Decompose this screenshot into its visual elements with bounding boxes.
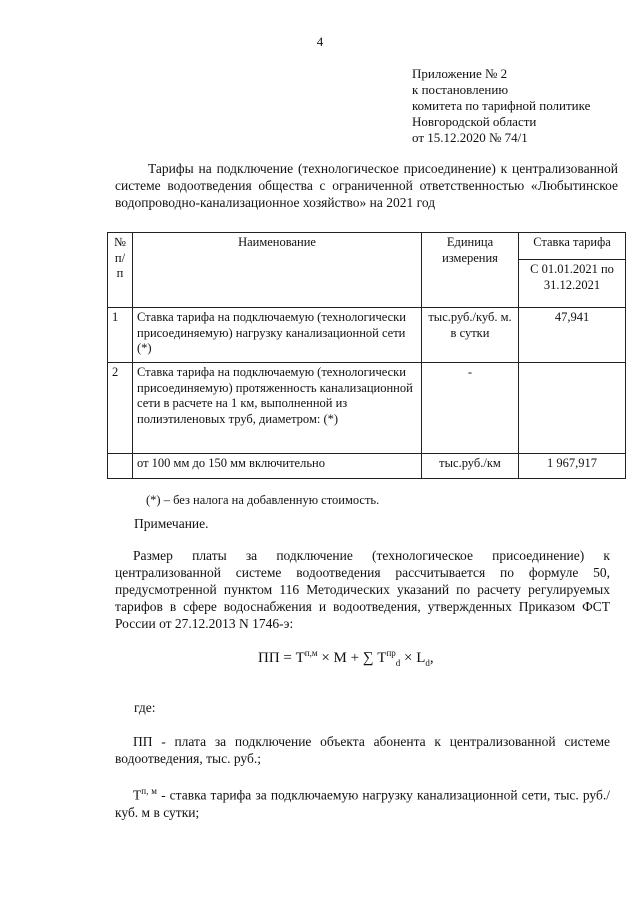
row-unit: - (422, 363, 519, 454)
header-name: Наименование (133, 233, 422, 308)
table-row (108, 308, 626, 363)
formula-t-sup: п,м (304, 648, 318, 658)
page-number: 4 (316, 34, 324, 49)
formula-tail-sub: d (425, 658, 430, 668)
calculation-paragraph: Размер платы за подключение (технологическое присоединение) к централизованной системе водоотведения рассчитывается по формуле 50, предусмотренной пунктом 116 Методических указаний по расчету регулируемых тарифов в сфере водоснабжения и водоотведения, утвержденных Приказом ФСТ России от 27.12.2013 N 1746-э: (115, 548, 610, 631)
appendix-line: к постановлению (412, 82, 509, 97)
appendix-block (412, 66, 590, 146)
definition-t-text: - ставка тарифа за подключаемую нагрузку канализационной сети, тыс. руб./куб. м в сутки; (115, 787, 610, 820)
document-heading: Тарифы на подключение (технологическое присоединение) к централизованной системе водоотведения общества с ограниченной ответственностью «Любытинское водопроводно-канализационное хозяйство» на 2021 год (115, 161, 618, 210)
row-name: Ставка тарифа на подключаемую (технологически присоединяемую) нагрузку канализационной сети (*) (133, 308, 422, 363)
definition-pp: ПП - плата за подключение объекта абонента к централизованной системе водоотведения, тыс. руб.; (115, 734, 610, 766)
definition-t (115, 783, 610, 821)
appendix-line: Новгородской области (412, 114, 537, 129)
row-rate (519, 363, 626, 454)
definition-t-prefix: Т (133, 787, 142, 803)
row-num: 1 (108, 308, 133, 363)
where-label: где: (134, 700, 156, 715)
appendix-line: от 15.12.2020 № 74/1 (412, 130, 528, 145)
footnote: (*) – без налога на добавленную стоимость. (146, 493, 380, 507)
header-rate: Ставка тарифа (519, 233, 626, 260)
payment-formula (258, 648, 434, 668)
table-row (108, 363, 626, 454)
row-rate: 47,941 (519, 308, 626, 363)
row-name: Ставка тарифа на подключаемую (технологически присоединяемую) протяженность канализационной сети в расчете на 1 км, выполненной из полиэтиленовых труб, диаметром: (*) (133, 363, 422, 454)
row-num (108, 454, 133, 479)
formula-sum-sub: d (395, 658, 401, 668)
header-unit: Единица измерения (422, 233, 519, 308)
table-header-row (108, 233, 626, 260)
row-name: от 100 мм до 150 мм включительно (133, 454, 422, 479)
note-title: Примечание. (134, 516, 209, 531)
header-period: С 01.01.2021 по 31.12.2021 (519, 260, 626, 308)
appendix-line: Приложение № 2 (412, 66, 508, 81)
table-row (108, 454, 626, 479)
row-unit: тыс.руб./куб. м. в сутки (422, 308, 519, 363)
header-num: № п/п (108, 233, 133, 308)
formula-mid: × M + ∑ Т (317, 650, 387, 666)
tariff-table (107, 232, 626, 479)
formula-tail: × L (400, 650, 426, 666)
row-num: 2 (108, 363, 133, 454)
row-rate: 1 967,917 (519, 454, 626, 479)
formula-end: , (429, 650, 434, 666)
definition-t-sup: п, м (141, 786, 157, 796)
formula-lhs: ПП = Т (258, 650, 305, 666)
appendix-line: комитета по тарифной политике (412, 98, 591, 113)
row-unit: тыс.руб./км (422, 454, 519, 479)
formula-sum-sup: пр (386, 648, 396, 658)
